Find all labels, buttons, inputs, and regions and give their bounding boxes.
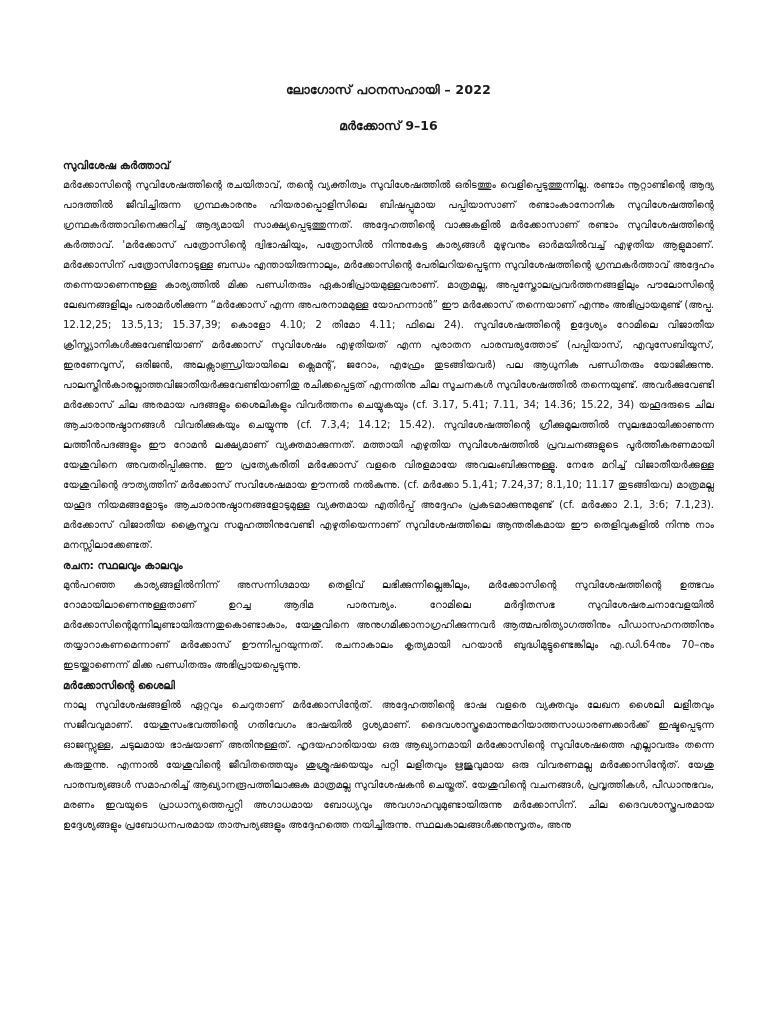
document-subtitle: മർക്കോസ് 9–16 [339, 118, 438, 133]
section-heading: രചന: സ്ഥലവും കാലവും [63, 560, 183, 572]
section-place-and-time [63, 556, 714, 676]
section-style [63, 676, 714, 836]
section-paragraph: നാലു സുവിശേഷങ്ങളിൽ ഏറ്റവും ചെറുതാണ് മർക്കോസിന്റേത്. അദ്ദേഹത്തിന്റെ ഭാഷ വളരെ വ്യക്തവും ലേഖന ശൈലി ലളിതവും സജീവവുമാണ്. യേശുസംഭവത്തിന്റെ ഗതിവേഗം ഭാഷയിൽ ദൃശ്യമാണ്. ദൈവശാസ്ത്രമൊന്നുമറിയാത്തസാധാരണക്കാർക്ക് ഇഷ്ടപ്പെടുന്ന ഓജസ്സുള്ള, ചടുലമായ ഭാഷയാണ് അതിനുള്ളത്. ഹൃദയഹാരിയായ ഒരു ആഖ്യാനമായി മർക്കോസിന്റെ സുവിശേഷത്തെ എല്ലാവരും തന്നെ കരുതുന്നു. എന്നാൽ യേശുവിന്റെ ജീവിതത്തെയും ശുശ്രൂഷയെയും പറ്റി ലളിതവും ഋജുവുമായ ഒരു വിവരണമല്ല മർക്കോസിന്റേത്. യേശു പാരമ്പര്യങ്ങൾ സമാഹരിച്ച് ആഖ്യാനരൂപത്തിലാക്കുക മാത്രമല്ല സുവിശേഷകൻ ചെയ്തത്. യേശുവിന്റെ വചനങ്ങൾ, പ്രവൃത്തികൾ, പീഡാനുഭവം, മരണം ഇവയുടെ പ്രാധാന്യത്തെപ്പറ്റി അഗാധമായ ബോധ്യവും അവഗാഹവുമുണ്ടായിരുന്നു മർക്കോസിന്. ചില ദൈവശാസ്ത്രപരമായ ഉദ്ദേശ്യങ്ങളും പ്രബോധനപരമായ താത്പര്യങ്ങളും അദ്ദേഹത്തെ നയിച്ചിരുന്നു. സ്ഥലകാലങ്ങൾക്കനുസൃതം, അനു [63, 700, 714, 831]
section-paragraph: മർക്കോസിന്റെ സുവിശേഷത്തിന്റെ രചയിതാവ്, തന്റെ വ്യക്തിത്വം സുവിശേഷത്തിൽ ഒരിടത്തും വെളിപ്പെടുത്തുന്നില്ല. രണ്ടാം നൂറ്റാണ്ടിന്റെ ആദ്യ പാദത്തിൽ ജീവിച്ചിരുന്ന ഗ്രന്ഥകാരനും ഹിയരാപ്പൊളിസിലെ ബിഷപ്പുമായ പപ്പിയാസാണ് രണ്ടാംകാനോനിക സുവിശേഷത്തിന്റെ ഗ്രന്ഥകർത്താവിനെക്കുറിച്ച് ആദ്യമായി സാക്ഷ്യപ്പെടുത്തുന്നത്. അദ്ദേഹത്തിന്റെ വാക്കുകളിൽ മർക്കോസാണ് രണ്ടാം സുവിശേഷത്തിന്റെ കർത്താവ്. 'മർക്കോസ് പത്രോസിന്റെ ദ്വിഭാഷിയും, പത്രോസിൽ നിന്നുകേട്ട കാര്യങ്ങൾ മുഴുവനും ഓർമയിൽവച്ച് എഴുതിയ ആളുമാണ്. മർക്കോസിന് പത്രോസിനോടുള്ള ബന്ധം എന്തായിരുന്നാലും, മർക്കോസിന്റെ പേരിലറിയപ്പെടുന്ന സുവിശേഷത്തിന്റെ ഗ്രന്ഥകർത്താവ് അദ്ദേഹം തന്നെയാണെന്നുള്ള കാര്യത്തിൽ മിക്ക പണ്ഡിതരും ഏകാഭിപ്രായമുള്ളവരാണ്. മാത്രമല്ല, അപ്പസ്തോലപ്രവർത്തനങ്ങളിലും പൗലോസിന്റെ ലേഖനങ്ങളിലും പരാമർശിക്കുന്ന “മർക്കോസ് എന്ന അപരനാമമുള്ള യോഹന്നാൻ” ഈ മർക്കോസ് തന്നെയാണ് എന്നും അഭിപ്രായമുണ്ട് (അപ്പ. 12.12,25; 13.5,13; 15.37,39; കൊളോ 4.10; 2 തിമോ 4.11; ഫിലെ 24). സുവിശേഷത്തിന്റെ ഉദ്ദേശ്യം റോമിലെ വിജാതീയ ക്രിസ്ത്യാനികൾക്കുവേണ്ടിയാണ് മർക്കോസ് സുവിശേഷം എഴുതിയത് എന്ന പുരാതന പാരമ്പര്യത്തോട് (പപ്പിയാസ്, എവുസേബിയൂസ്, ഇരണേവൂസ്, ഒരിജൻ, അലക്സാണ്ഡ്രിയായിലെ ക്ലെമന്റ്, ജറോം, എഫ്രേം തുടങ്ങിയവർ) പല ആധുനിക പണ്ഡിതരും യോജിക്കുന്നു. പാലസ്തീൻകാരല്ലാത്തവിജാതീയർക്കുവേണ്ടിയാണിതു രചിക്കപ്പെട്ടത് എന്നതിനു ചില സൂചനകൾ സുവിശേഷത്തിൽ തന്നെയുണ്ട്. അവർക്കുവേണ്ടി മർക്കോസ് ചില അരമായ പദങ്ങളും ശൈലികളും വിവർത്തനം ചെയ്യുകയും (cf. 3.17, 5.41; 7.11, 34; 14.36; 15.22, 34) യഹൂദരുടെ ചില ആചാരാനുഷ്ഠാനങ്ങൾ വിവരിക്കുകയും ചെയ്യുന്നു (cf. 7.3,4; 14.12; 15.42). സുവിശേഷത്തിന്റെ ഗ്രീക്കുമൂലത്തിൽ സുലഭമായിക്കാണുന്ന ലത്തീൻപദങ്ങളും ഈ റോമൻ ലക്ഷ്യമാണ് വ്യക്തമാക്കുന്നത്. മത്തായി എഴുതിയ സുവിശേഷത്തിൽ പ്രവചനങ്ങളുടെ പൂർത്തീകരണമായി യേശുവിനെ അവതരിപ്പിക്കുന്നു. ഈ പ്രത്യേകരീതി മർക്കോസ് വളരെ വിരളമായേ അവലംബിക്കുന്നുള്ളൂ. നേരേ മറിച്ച് വിജാതീയർക്കുള്ള യേശുവിന്റെ ദൗത്യത്തിന് മർക്കോസ് സവിശേഷമായ ഊന്നൽ നൽകുന്നു. (cf. മർക്കോ 5.1,41; 7.24,37; 8.1,10; 11.17 തുടങ്ങിയവ) മാത്രമല്ല യഹൂദ നിയമങ്ങളോടും ആചാരാനുഷ്ഠാനങ്ങളോടുമുള്ള വ്യക്തമായ എതിർപ്പ് അദ്ദേഹം പ്രകടമാക്കുന്നുമുണ്ട് (cf. മർക്കോ 2.1, 3:6; 7.1,23). മർക്കോസ് വിജാതീയ ക്രൈസ്തവ സമൂഹത്തിനുവേണ്ടി എഴുതിയെന്നാണ് സുവിശേഷത്തിലെ ആന്തരികമായ ഈ തെളിവുകളിൽ നിന്നു നാം മനസ്സിലാക്കേണ്ടത്. [63, 180, 714, 551]
section-paragraph: മുൻപറഞ്ഞ കാര്യങ്ങളിൽനിന്ന് അസന്നിഗ്ദമായ തെളിവ് ലഭിക്കുന്നില്ലെങ്കിലും, മർക്കോസിന്റെ സുവിശേഷത്തിന്റെ ഉത്ഭവം റോമായിലാണെന്നുള്ളതാണ് ഉറച്ച ആദിമ പാരമ്പര്യം. റോമിലെ മർദ്ദിതസഭ സുവിശേഷരചനാവേളയിൽ മർക്കോസിന്റെമുന്നിലുണ്ടായിരുന്നതുകൊണ്ടാകാം, യേശുവിനെ അനുഗമിക്കാനാഗ്രഹിക്കുന്നവർ ആത്മപരിത്യാഗത്തിനും പീഡാസഹനത്തിനും തയ്യാറാകണമെന്നാണ് മർക്കോസ് ഊന്നിപ്പറയുന്നത്. രചനാകാലം കൃത്യമായി പറയാൻ ബുദ്ധിമുട്ടുണ്ടെങ്കിലും എ.ഡി.64നും 70–നും ഇടയ്ക്കാണെന്ന് മിക്ക പണ്ഡിതരും അഭിപ്രായപ്പെടുന്നു. [63, 580, 714, 671]
document-title: ലോഗോസ് പഠനസഹായി – 2022 [285, 82, 492, 97]
section-heading: സുവിശേഷ കർത്താവ് [63, 160, 170, 172]
section-heading: മർക്കോസിന്റെ ശൈലി [63, 680, 175, 692]
section-author [63, 156, 714, 556]
